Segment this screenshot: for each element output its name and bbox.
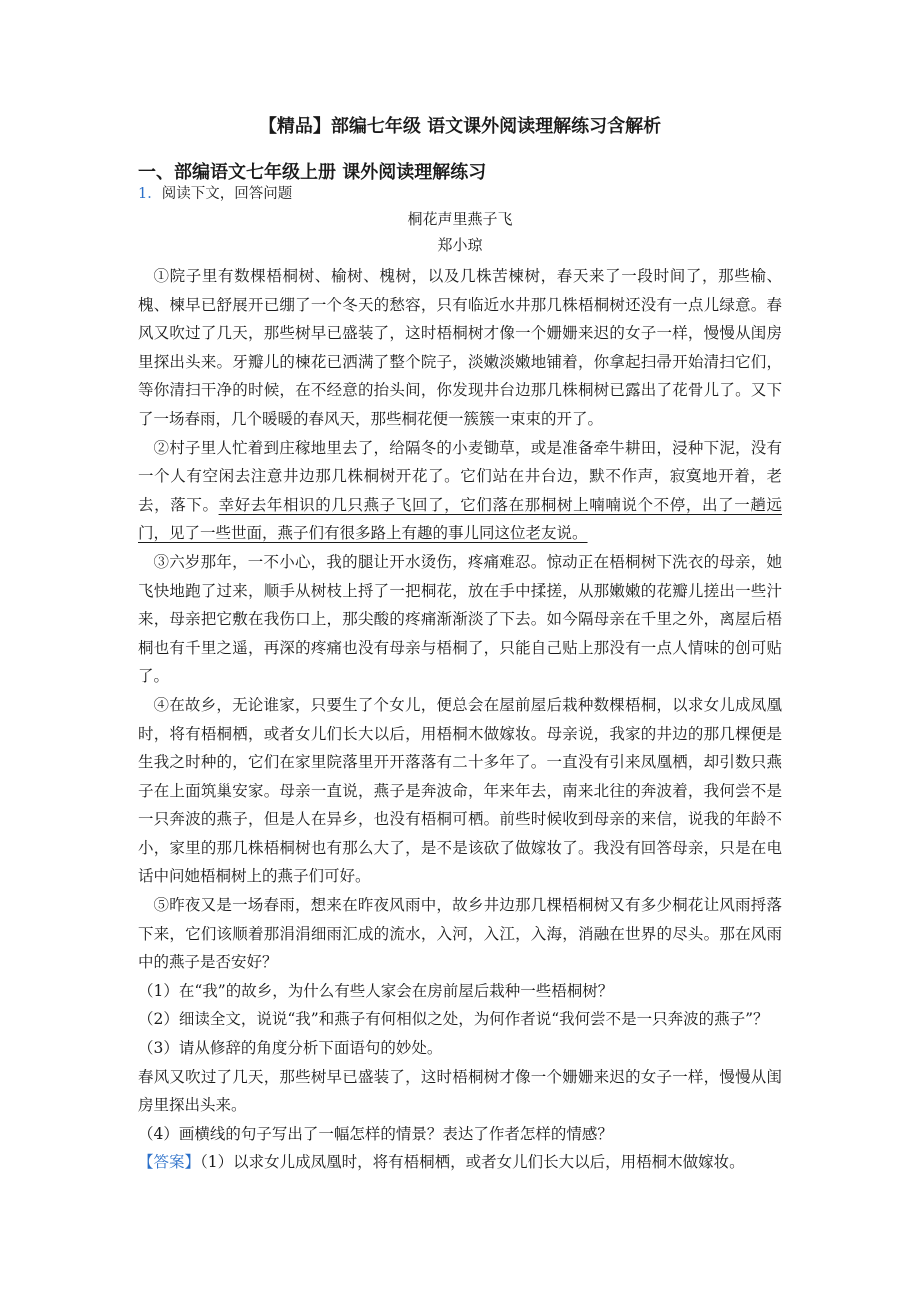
sub-question-2: （2）细读全文，说说“我”和燕子有何相似之处，为何作者说“我何尝不是一只奔波的燕子”？ [138, 1010, 769, 1029]
passage-title: 桐花声里燕子飞 [407, 210, 513, 228]
question-number: 1． [138, 186, 162, 202]
quoted-sentence: 春风又吹过了几天，那些树早已盛装了，这时梧桐树才像一个姗姗来迟的女子一样，慢慢从闺房里探出头来。 [138, 1067, 782, 1115]
document-title: 【精品】部编七年级 语文课外阅读理解练习含解析 [258, 116, 662, 137]
sub-question-3: （3）请从修辞的角度分析下面语句的妙处。 [138, 1039, 443, 1058]
paragraph-3: ③六岁那年，一不小心，我的腿让开水烫伤，疼痛难忍。惊动正在梧桐树下洗衣的母亲，她飞快地跑了过来，顺手从树枝上捋了一把桐花，放在手中揉搓，从那嫩嫩的花瓣儿搓出一些汁来，母亲把它敷在我伤口上，那尖酸的疼痛渐渐淡了下去。如今隔母亲在千里之外，离屋后梧桐也有千里之遥，再深的疼痛也没有母亲与梧桐了，只能自己贴上那没有一点人情味的创可贴了。 [138, 552, 782, 686]
paragraph-4: ④在故乡，无论谁家，只要生了个女儿，便总会在屋前屋后栽种数棵梧桐，以求女儿成凤凰时，将有梧桐栖，或者女儿们长大以后，用梧桐木做嫁妆。母亲说，我家的井边的那几棵便是生我之时种的，它们在家里院落里开开落落有二十多年了。一直没有引来凤凰栖，却引数只燕子在上面筑巢安家。母亲一直说，燕子是奔波命，年来年去，南来北往的奔波着，我何尝不是一只奔波的燕子，但是人在异乡，也没有梧桐可栖。前些时候收到母亲的来信，说我的年龄不小，家里的那几株梧桐树也有那么大了，是不是该砍了做嫁妆了。我没有回答母亲，只是在电话中问她梧桐树上的燕子们可好。 [138, 695, 782, 886]
sub-question-4: （4）画横线的句子写出了一幅怎样的情景？表达了作者怎样的情感？ [138, 1124, 613, 1143]
passage-body [138, 262, 782, 1177]
question-intro [138, 182, 292, 203]
paragraph-2-text: ②村子里人忙着到庄稼地里去了，给隔冬的小麦锄草，或是准备牵牛耕田，浸种下泥，没有一个人有空闲去注意井边那几株桐树开花了。它们站在井台边，默不作声，寂寞地开着，老去，落下。 [138, 438, 782, 514]
paragraph-2 [138, 434, 782, 548]
answer-line [138, 1148, 782, 1177]
question-intro-text: 阅读下文，回答问题 [161, 186, 293, 202]
paragraph-1: ①院子里有数棵梧桐树、榆树、槐树，以及几株苦楝树，春天来了一段时间了，那些榆、槐、楝早已舒展开已绷了一个冬天的愁容，只有临近水井那几株梧桐树还没有一点儿绿意。春风又吹过了几天，那些树早已盛装了，这时梧桐树才像一个姗姗来迟的女子一样，慢慢从闺房里探出头来。牙瓣儿的楝花已洒满了整个院子，淡嫩淡嫩地铺着，你拿起扫帚开始清扫它们，等你清扫干净的时候，在不经意的抬头间，你发现井台边那几株桐树已露出了花骨儿了。又下了一场春雨，几个暖暖的春风天，那些桐花便一簇簇一束束的开了。 [138, 267, 782, 428]
underlined-sentence: 幸好去年相识的几只燕子飞回了，它们落在那桐树上喃喃说个不停，出了一趟远门，见了一些世面，燕子们有很多路上有趣的事儿同这位老友说。 [138, 495, 782, 543]
paragraph-5: ⑤昨夜又是一场春雨，想来在昨夜风雨中，故乡井边那几棵梧桐树又有多少桐花让风雨捋落下来，它们该顺着那涓涓细雨汇成的流水，入河，入江，入海，消融在世界的尽头。那在风雨中的燕子是否安好？ [138, 896, 782, 972]
passage-author: 郑小琼 [437, 236, 483, 254]
answer-tag: 【答案】 [138, 1153, 201, 1172]
sub-question-1: （1）在“我”的故乡，为什么有些人家会在房前屋后栽种一些梧桐树？ [138, 981, 614, 1000]
answer-text: （1）以求女儿成凤凰时，将有梧桐栖，或者女儿们长大以后，用梧桐木做嫁妆。 [200, 1153, 745, 1172]
section-title: 一、部编语文七年级上册 课外阅读理解练习 [138, 162, 487, 183]
